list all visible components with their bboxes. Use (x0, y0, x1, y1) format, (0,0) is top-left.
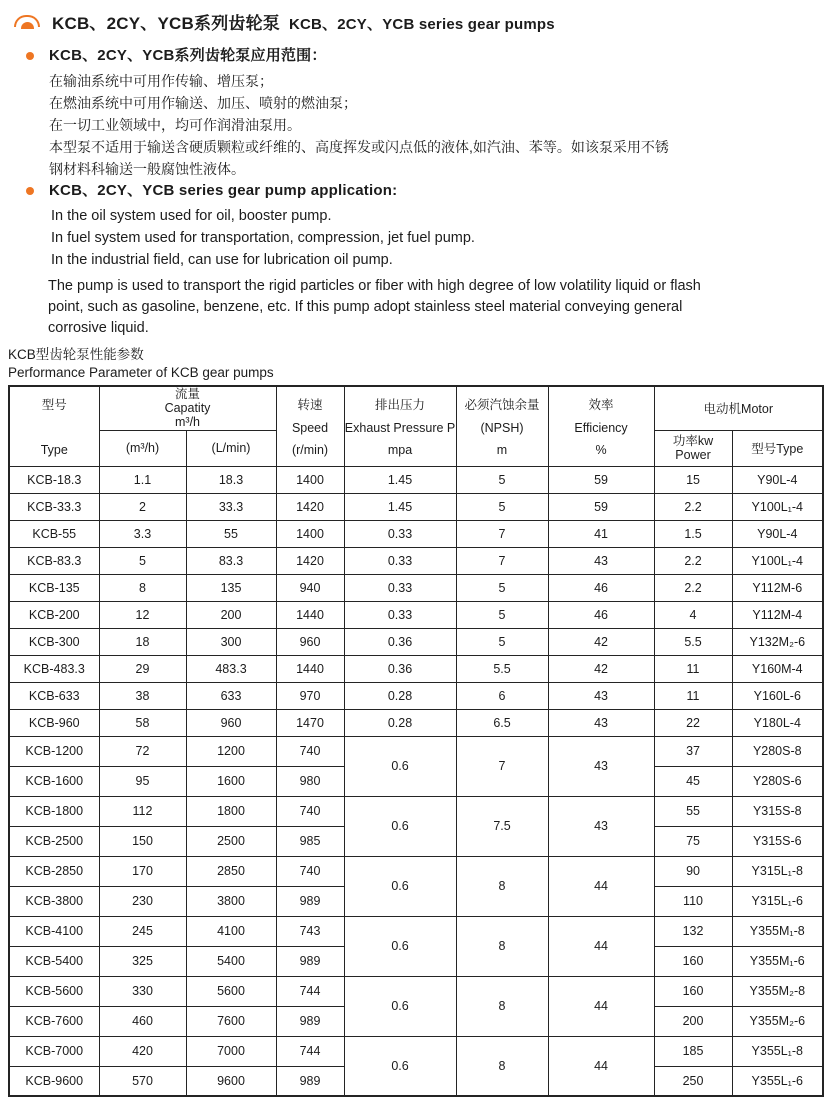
cell-power: 22 (654, 709, 732, 736)
cell-type: KCB-633 (9, 682, 99, 709)
table-title-en: Performance Parameter of KCB gear pumps (8, 365, 274, 380)
cell-pressure: 0.33 (344, 520, 456, 547)
cell-capacity-m3h: 5 (99, 547, 186, 574)
col-header-motor-group: 电动机Motor (654, 386, 823, 430)
cell-power: 11 (654, 682, 732, 709)
header-eff-unit: % (595, 443, 607, 458)
cell-capacity-lmin: 135 (186, 574, 276, 601)
en-para-line: point, such as gasoline, benzene, etc. If this pump adopt stainless steel material conveying general (48, 299, 683, 315)
application-en-body (51, 205, 822, 271)
cell-motor-type: Y112M-6 (732, 574, 823, 601)
cell-power: 2.2 (654, 547, 732, 574)
col-header-capacity (99, 386, 276, 430)
cell-speed: 985 (276, 826, 344, 856)
cell-npsh: 7 (456, 520, 548, 547)
application-cn-body (49, 70, 822, 180)
cell-pressure: 0.33 (344, 601, 456, 628)
cell-motor-type: Y160M-4 (732, 655, 823, 682)
cell-pressure: 0.36 (344, 655, 456, 682)
cell-power: 15 (654, 466, 732, 493)
header-pressure-cn: 排出压力 (375, 398, 426, 413)
cell-pressure: 0.6 (344, 976, 456, 1036)
cell-type: KCB-1200 (9, 736, 99, 766)
cell-npsh: 8 (456, 916, 548, 976)
cell-capacity-m3h: 245 (99, 916, 186, 946)
cell-pressure: 0.36 (344, 628, 456, 655)
cell-type: KCB-1600 (9, 766, 99, 796)
cell-efficiency: 44 (548, 1036, 654, 1096)
cell-speed: 740 (276, 856, 344, 886)
col-header-power (654, 430, 732, 466)
header-type-cn: 型号 (41, 398, 67, 413)
cn-line: 在一切工业领域中，均可作润滑油泵用。 (49, 117, 301, 133)
header-capacity-unit: m³/h (175, 415, 200, 430)
cell-capacity-m3h: 8 (99, 574, 186, 601)
page-title-cn: KCB、2CY、YCB系列齿轮泵 (52, 13, 280, 33)
cell-capacity-m3h: 2 (99, 493, 186, 520)
cell-efficiency: 43 (548, 682, 654, 709)
bullet-icon (26, 187, 34, 195)
cell-pressure: 1.45 (344, 466, 456, 493)
cell-npsh: 5.5 (456, 655, 548, 682)
cn-line: 在输油系统中可用作传输、增压泵； (49, 73, 273, 89)
doc-header (8, 8, 822, 34)
cell-speed: 1470 (276, 709, 344, 736)
cell-speed: 989 (276, 1066, 344, 1096)
cell-speed: 960 (276, 628, 344, 655)
cell-capacity-lmin: 483.3 (186, 655, 276, 682)
header-eff-cn: 效率 (588, 398, 614, 413)
header-pressure-en: Exhaust Pressure P (344, 421, 456, 436)
cell-type: KCB-3800 (9, 886, 99, 916)
cell-efficiency: 41 (548, 520, 654, 547)
cell-efficiency: 43 (548, 796, 654, 856)
cell-capacity-lmin: 18.3 (186, 466, 276, 493)
cell-motor-type: Y315L₁-6 (732, 886, 823, 916)
en-line: In the industrial field, can use for lubrication oil pump. (51, 252, 393, 268)
cell-efficiency: 43 (548, 547, 654, 574)
cn-line: 钢材料科输送一般腐蚀性液体。 (49, 161, 245, 177)
cell-npsh: 7 (456, 736, 548, 796)
performance-table (8, 385, 824, 1097)
cell-efficiency: 44 (548, 976, 654, 1036)
table-row (9, 466, 823, 493)
table-header (9, 386, 823, 466)
table-row (9, 520, 823, 547)
col-header-npsh (456, 386, 548, 466)
cell-capacity-lmin: 9600 (186, 1066, 276, 1096)
cell-power: 160 (654, 946, 732, 976)
cn-line: 在燃油系统中可用作输送、加压、喷射的燃油泵； (49, 95, 357, 111)
header-capacity-cn: 流量 (175, 387, 201, 402)
cell-capacity-m3h: 38 (99, 682, 186, 709)
application-en-paragraph (48, 276, 822, 339)
cell-efficiency: 42 (548, 655, 654, 682)
cell-type: KCB-7000 (9, 1036, 99, 1066)
cell-speed: 743 (276, 916, 344, 946)
cell-capacity-lmin: 633 (186, 682, 276, 709)
cell-power: 11 (654, 655, 732, 682)
cell-motor-type: Y355L₁-6 (732, 1066, 823, 1096)
cell-type: KCB-2500 (9, 826, 99, 856)
col-header-lmin: (L/min) (186, 430, 276, 466)
cell-motor-type: Y355M₂-8 (732, 976, 823, 1006)
table-row (9, 976, 823, 1006)
cell-capacity-m3h: 150 (99, 826, 186, 856)
cell-speed: 989 (276, 946, 344, 976)
cell-power: 2.2 (654, 493, 732, 520)
cell-capacity-lmin: 5600 (186, 976, 276, 1006)
cell-pressure: 0.28 (344, 682, 456, 709)
cell-npsh: 8 (456, 1036, 548, 1096)
cell-efficiency: 43 (548, 709, 654, 736)
cell-capacity-lmin: 3800 (186, 886, 276, 916)
cell-motor-type: Y355M₁-8 (732, 916, 823, 946)
header-speed-en: Speed (291, 421, 329, 436)
cell-capacity-lmin: 2850 (186, 856, 276, 886)
header-speed-unit: (r/min) (291, 443, 329, 458)
cell-power: 132 (654, 916, 732, 946)
cell-speed: 740 (276, 736, 344, 766)
cell-power: 250 (654, 1066, 732, 1096)
page-title-en: KCB、2CY、YCB series gear pumps (288, 15, 555, 33)
cell-type: KCB-135 (9, 574, 99, 601)
cell-motor-type: Y315S-8 (732, 796, 823, 826)
cell-efficiency: 59 (548, 493, 654, 520)
cell-power: 75 (654, 826, 732, 856)
header-capacity-en: Capatity (164, 401, 211, 416)
cell-type: KCB-960 (9, 709, 99, 736)
cell-motor-type: Y355M₂-6 (732, 1006, 823, 1036)
cell-capacity-lmin: 55 (186, 520, 276, 547)
bullet-icon (26, 52, 34, 60)
cell-type: KCB-2850 (9, 856, 99, 886)
table-row (9, 796, 823, 826)
col-header-type (9, 386, 99, 466)
cell-npsh: 5 (456, 601, 548, 628)
cell-motor-type: Y315S-6 (732, 826, 823, 856)
cell-speed: 989 (276, 1006, 344, 1036)
cell-motor-type: Y112M-4 (732, 601, 823, 628)
cell-power: 5.5 (654, 628, 732, 655)
cell-capacity-m3h: 460 (99, 1006, 186, 1036)
cell-type: KCB-4100 (9, 916, 99, 946)
cell-power: 200 (654, 1006, 732, 1036)
cell-motor-type: Y160L-6 (732, 682, 823, 709)
table-row (9, 601, 823, 628)
cell-capacity-m3h: 29 (99, 655, 186, 682)
section-application-cn (8, 46, 822, 65)
cell-speed: 940 (276, 574, 344, 601)
en-line: In the oil system used for oil, booster pump. (51, 208, 332, 224)
cell-npsh: 6.5 (456, 709, 548, 736)
cell-power: 45 (654, 766, 732, 796)
cell-type: KCB-1800 (9, 796, 99, 826)
cell-capacity-m3h: 18 (99, 628, 186, 655)
en-para-line: corrosive liquid. (48, 320, 149, 336)
cell-npsh: 5 (456, 493, 548, 520)
cell-capacity-m3h: 58 (99, 709, 186, 736)
cell-speed: 980 (276, 766, 344, 796)
brand-arc-icon (14, 14, 42, 29)
cell-capacity-lmin: 200 (186, 601, 276, 628)
cell-speed: 1440 (276, 655, 344, 682)
cell-power: 1.5 (654, 520, 732, 547)
cell-type: KCB-33.3 (9, 493, 99, 520)
en-para-line: The pump is used to transport the rigid particles or fiber with high degree of low volatility liquid or flash (48, 278, 701, 294)
cell-npsh: 8 (456, 976, 548, 1036)
cell-capacity-lmin: 33.3 (186, 493, 276, 520)
cell-capacity-m3h: 95 (99, 766, 186, 796)
header-npsh-cn: 必须汽蚀余量 (464, 398, 540, 413)
cell-capacity-lmin: 4100 (186, 916, 276, 946)
cell-speed: 740 (276, 796, 344, 826)
cell-motor-type: Y280S-6 (732, 766, 823, 796)
header-eff-en: Efficiency (574, 421, 628, 436)
col-header-efficiency (548, 386, 654, 466)
table-title-cn: KCB型齿轮泵性能参数 (8, 347, 144, 362)
cell-motor-type: Y90L-4 (732, 520, 823, 547)
cell-pressure: 0.6 (344, 1036, 456, 1096)
cell-capacity-m3h: 72 (99, 736, 186, 766)
cell-capacity-lmin: 83.3 (186, 547, 276, 574)
cell-pressure: 0.28 (344, 709, 456, 736)
cell-pressure: 0.6 (344, 856, 456, 916)
cell-pressure: 0.6 (344, 916, 456, 976)
cell-capacity-m3h: 570 (99, 1066, 186, 1096)
cell-pressure: 0.33 (344, 574, 456, 601)
cell-efficiency: 42 (548, 628, 654, 655)
cell-power: 55 (654, 796, 732, 826)
cell-capacity-m3h: 325 (99, 946, 186, 976)
table-titles (8, 346, 822, 382)
cell-npsh: 5 (456, 574, 548, 601)
cell-efficiency: 59 (548, 466, 654, 493)
table-row (9, 547, 823, 574)
header-speed-cn: 转速 (297, 398, 323, 413)
cell-capacity-m3h: 112 (99, 796, 186, 826)
cell-speed: 970 (276, 682, 344, 709)
cell-capacity-m3h: 420 (99, 1036, 186, 1066)
cell-speed: 1420 (276, 493, 344, 520)
cell-power: 2.2 (654, 574, 732, 601)
cell-pressure: 1.45 (344, 493, 456, 520)
section-heading-en: KCB、2CY、YCB series gear pump application: (49, 182, 398, 199)
cell-type: KCB-5400 (9, 946, 99, 976)
table-row (9, 736, 823, 766)
cell-capacity-lmin: 2500 (186, 826, 276, 856)
section-heading-cn: KCB、2CY、YCB系列齿轮泵应用范围： (49, 47, 327, 64)
table-row (9, 916, 823, 946)
cell-power: 90 (654, 856, 732, 886)
cell-capacity-m3h: 170 (99, 856, 186, 886)
cell-motor-type: Y315L₁-8 (732, 856, 823, 886)
cell-type: KCB-483.3 (9, 655, 99, 682)
table-row (9, 709, 823, 736)
cell-motor-type: Y100L₁-4 (732, 547, 823, 574)
cell-type: KCB-200 (9, 601, 99, 628)
cell-power: 37 (654, 736, 732, 766)
cn-line: 本型泵不适用于输送含硬质颗粒或纤维的、高度挥发或闪点低的液体,如汽油、苯等。如该泵采用不锈 (49, 139, 669, 155)
cell-efficiency: 44 (548, 916, 654, 976)
header-type-en: Type (40, 443, 68, 458)
cell-motor-type: Y132M₂-6 (732, 628, 823, 655)
cell-motor-type: Y90L-4 (732, 466, 823, 493)
cell-speed: 1420 (276, 547, 344, 574)
header-pressure-unit: mpa (387, 443, 413, 458)
cell-pressure: 0.6 (344, 796, 456, 856)
cell-npsh: 6 (456, 682, 548, 709)
cell-type: KCB-300 (9, 628, 99, 655)
cell-efficiency: 46 (548, 574, 654, 601)
cell-power: 185 (654, 1036, 732, 1066)
cell-type: KCB-18.3 (9, 466, 99, 493)
section-application-en (8, 181, 822, 200)
cell-speed: 989 (276, 886, 344, 916)
cell-capacity-m3h: 12 (99, 601, 186, 628)
cell-type: KCB-7600 (9, 1006, 99, 1036)
header-power-cn: 功率kw (672, 434, 714, 448)
table-row (9, 574, 823, 601)
cell-capacity-lmin: 7000 (186, 1036, 276, 1066)
cell-speed: 1440 (276, 601, 344, 628)
cell-efficiency: 43 (548, 736, 654, 796)
cell-capacity-m3h: 330 (99, 976, 186, 1006)
col-header-motor-type: 型号Type (732, 430, 823, 466)
cell-npsh: 5 (456, 628, 548, 655)
page-title (52, 9, 555, 34)
cell-type: KCB-55 (9, 520, 99, 547)
cell-capacity-lmin: 1800 (186, 796, 276, 826)
cell-power: 4 (654, 601, 732, 628)
cell-capacity-lmin: 960 (186, 709, 276, 736)
cell-pressure: 0.33 (344, 547, 456, 574)
cell-npsh: 7.5 (456, 796, 548, 856)
cell-npsh: 7 (456, 547, 548, 574)
cell-efficiency: 46 (548, 601, 654, 628)
col-header-pressure (344, 386, 456, 466)
header-npsh-en: (NPSH) (480, 421, 524, 436)
cell-capacity-lmin: 7600 (186, 1006, 276, 1036)
table-row (9, 682, 823, 709)
cell-pressure: 0.6 (344, 736, 456, 796)
cell-capacity-m3h: 1.1 (99, 466, 186, 493)
cell-capacity-lmin: 5400 (186, 946, 276, 976)
cell-capacity-m3h: 230 (99, 886, 186, 916)
cell-motor-type: Y355L₁-8 (732, 1036, 823, 1066)
cell-type: KCB-83.3 (9, 547, 99, 574)
cell-motor-type: Y100L₁-4 (732, 493, 823, 520)
cell-motor-type: Y280S-8 (732, 736, 823, 766)
table-body (9, 466, 823, 1096)
table-row (9, 1036, 823, 1066)
cell-capacity-lmin: 1600 (186, 766, 276, 796)
en-line: In fuel system used for transportation, compression, jet fuel pump. (51, 230, 475, 246)
cell-capacity-lmin: 1200 (186, 736, 276, 766)
cell-speed: 744 (276, 976, 344, 1006)
cell-type: KCB-5600 (9, 976, 99, 1006)
cell-motor-type: Y355M₁-6 (732, 946, 823, 976)
col-header-m3h: (m³/h) (99, 430, 186, 466)
cell-speed: 744 (276, 1036, 344, 1066)
table-row (9, 655, 823, 682)
cell-capacity-m3h: 3.3 (99, 520, 186, 547)
cell-power: 160 (654, 976, 732, 1006)
cell-npsh: 5 (456, 466, 548, 493)
cell-motor-type: Y180L-4 (732, 709, 823, 736)
cell-power: 110 (654, 886, 732, 916)
cell-speed: 1400 (276, 466, 344, 493)
table-row (9, 856, 823, 886)
header-npsh-unit: m (496, 443, 508, 458)
cell-type: KCB-9600 (9, 1066, 99, 1096)
cell-capacity-lmin: 300 (186, 628, 276, 655)
table-row (9, 628, 823, 655)
col-header-speed (276, 386, 344, 466)
cell-speed: 1400 (276, 520, 344, 547)
cell-efficiency: 44 (548, 856, 654, 916)
table-row (9, 493, 823, 520)
header-power-en: Power (675, 448, 711, 462)
cell-npsh: 8 (456, 856, 548, 916)
